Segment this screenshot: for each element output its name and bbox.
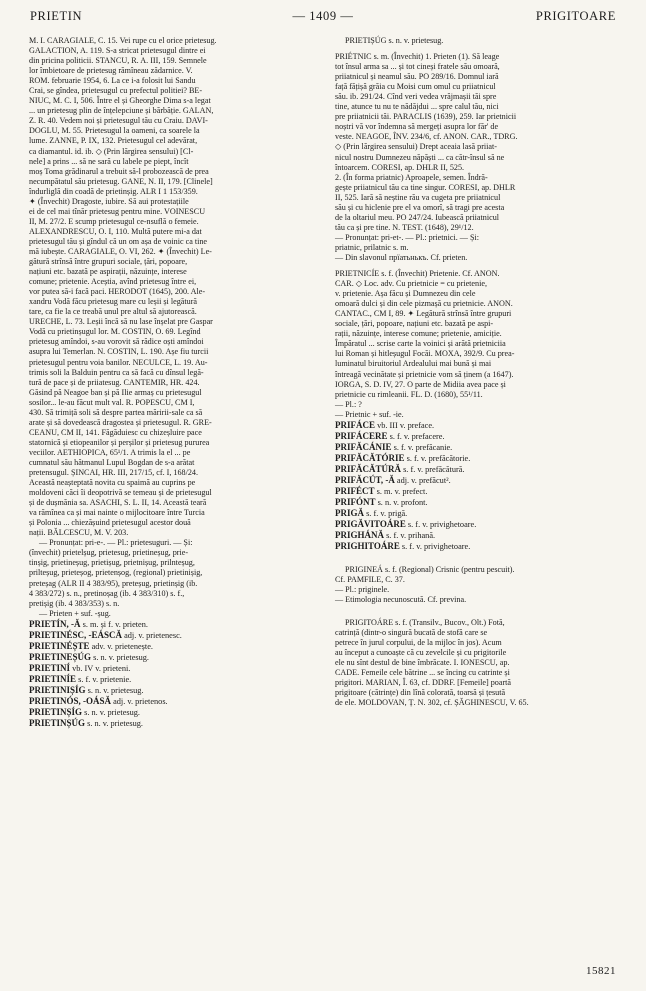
text-line: ele nu sînt destul de bine îmbrăcate. I. IONESCU, ap.	[335, 658, 510, 668]
headword-entry	[29, 630, 312, 641]
text-line: — Etimologia necunoscută. Cf. previnа.	[335, 594, 467, 604]
text-line: tinșig, prietineșug, prietișug, prietnișug, prilnteșug,	[29, 558, 195, 568]
headword: PRIETINÍ	[29, 662, 71, 673]
prietnic-entries	[335, 36, 623, 420]
page-header	[30, 9, 616, 29]
right-column	[335, 36, 623, 708]
text-line: CADE. Femeile cele bătrine ... se încing cu catrinte și	[335, 668, 510, 678]
text-line: prilteșug, prieteșog, prietenșog, (regional) prietinișig,	[29, 568, 203, 578]
headword-entry	[335, 475, 623, 486]
headword-definition: vb. IV v. prieteni.	[70, 663, 131, 673]
headword-entry	[29, 663, 312, 674]
headword-definition: s. n. v. prietesug.	[91, 652, 150, 662]
text-line: ◇ (Prin lărgirea sensului) Drept aceaia lasă priiat-	[335, 142, 497, 152]
text-line: ROM. februarie 1954, 6. La ce i-a folosit lui Sandu	[29, 76, 196, 86]
text-line: cumnatul său hătmanul Lupul Bogdan de s-a arătat	[29, 457, 195, 467]
headword-entry	[29, 641, 312, 652]
text-line: din pricina politicii. STANCU, R. A. III, 159. Semnele	[29, 56, 207, 66]
header-right-guideword: PRIGITOARE	[535, 9, 616, 23]
text-line: prietesug amîndoi, s-au vorovit să rădice oști amîndoi	[29, 337, 204, 347]
text-line: IORGA, S. D. IV, 27. O parte de Midiia avea pace și	[335, 379, 506, 389]
headword: PRIETINIȘÍG	[29, 684, 86, 695]
prietesug-entry-continuation	[29, 36, 312, 538]
text-line: vor putea să-i facă paci. HERODOT (1645), 200. Ale-	[29, 287, 206, 297]
headword-entry	[335, 486, 623, 497]
headword-entry	[335, 442, 623, 453]
text-line: — Pl.: ?	[335, 399, 362, 409]
headword: PRIETINÉSC, -EÁSCĂ	[29, 629, 123, 640]
text-line: asupra lui Temerlan. N. COSTIN, L. 190. Așe fiu turcii	[29, 347, 209, 357]
headword-entry	[29, 707, 312, 718]
text-line: tine, atunce tu nu te nădăjdui ... spre calul tău, nici	[335, 102, 499, 112]
headword-definition: adj. v. prietenos.	[111, 696, 168, 706]
headword-definition: s. f. v. prihană.	[384, 530, 436, 540]
text-line: nicul nostru Dumnezeu năpăști ... ca cătr-însul să ne	[335, 152, 505, 162]
headword-entry	[29, 685, 312, 696]
headword: PRIETINEȘÚG	[29, 651, 92, 662]
text-line: nele] a prins ... să ne sară cu labele pe piept, încît	[29, 156, 189, 166]
headword-definition: adv. v. prietenește.	[89, 641, 153, 651]
text-line: 430. Să trimiță soli să despre partea măririi-sale ca să	[29, 407, 203, 417]
text-line: Cf. PAMFILE, C. 37.	[335, 574, 405, 584]
text-line: moldoveni căci îi deopotrivă se temeau și de prietesugul	[29, 488, 212, 498]
text-line: veste. NEAGOE, ÎNV. 234/6, cf. ANON. CAR., TDRG.	[335, 132, 518, 142]
headword: PRIFĂCÚT, -Ă	[335, 474, 395, 485]
header-left-guideword: PRIETIN	[30, 9, 83, 23]
text-line: națiuni etc. bazată pe aspirații, năzuințe, interese	[29, 267, 187, 277]
headword: PRIFĂCÁNIE	[335, 441, 392, 452]
text-line: priatnic, prilatnic s. m.	[335, 242, 409, 252]
headword-entry	[335, 541, 623, 552]
headword: PRIETINÉȘTE	[29, 640, 90, 651]
text-line: Crai, se gîndea, prietesugul cu prefectul politiei? BE-	[29, 86, 203, 96]
text-line: PRIETIȘÚG s. n. v. prietesug.	[345, 36, 444, 45]
text-line: necumpătatul său prietesug. GANE, N. II, 179. [Clinele]	[29, 176, 213, 186]
headword-definition: vb. III v. preface.	[375, 420, 435, 430]
headword-entry	[335, 464, 623, 475]
text-line: omoară dulci și din cele pizmașă cu prietnicie. ANON.	[335, 299, 513, 309]
text-line: sociale, țări, popoare, națiuni etc. bazată pe aspi-	[335, 319, 494, 329]
page-footer-id: 15821	[586, 965, 616, 977]
text-line: întoarcem. CORESI, ap. DHLR II, 525.	[335, 162, 465, 172]
text-line: PRIGITOÁRE s. f. (Transilv., Bucov., Olt.) Fotă,	[345, 617, 505, 627]
right-short-entries	[335, 420, 623, 552]
text-line: și Polonia ... chiezășuind prietesugul acestor două	[29, 518, 191, 528]
text-line: 4 383/272) s. n., pretinoșag (ib. 4 383/310) s. f.,	[29, 588, 185, 598]
header-page-number: — 1409 —	[292, 9, 354, 23]
text-line: — Prietnic + suf. -ie.	[335, 409, 404, 419]
headword-entry	[335, 497, 623, 508]
text-line: tău ca și pre tine. N. TEST. (1648), 29¹/12.	[335, 222, 474, 232]
headword-definition: s. f. v. prigă.	[364, 508, 408, 518]
headword: PRIETÍN, -Ă	[29, 618, 81, 629]
headword: PRIETINÓS, -OÁSĂ	[29, 695, 112, 706]
text-line: moș Toma grădinarul a trebuit să-l probozească de prea	[29, 166, 209, 176]
text-line: tare, ca fie la ce treabă unul pre altul să ajutorească.	[29, 307, 197, 317]
headword-definition: s. f. v. privighetoare.	[405, 519, 477, 529]
text-line: prigitoare (cătrințe) din lînă colorată, toarsă și țesută	[335, 688, 506, 698]
text-line: M. I. CARAGIALE, C. 15. Vei rupe cu el orice prietesug.	[29, 36, 217, 45]
text-line: pre priiatnicii tăi. PARACLIS (1639), 259. Iar prietnicii	[335, 112, 517, 122]
headword: PRIFÁCE	[335, 419, 375, 430]
text-line: pretișig (ib. 4 383/353) s. n.	[29, 598, 120, 608]
text-line: prietesugul tău și gîndul că un om așa de voinic ca tine	[29, 236, 208, 246]
text-line: II, M. 27/2. E scump prietesugul ce-nsuflă o femeie.	[29, 216, 199, 226]
text-line: ... un prietesug plin de înțelepciune și bărbăție. GALAN,	[29, 106, 214, 116]
text-line: Găsind pă Neagoe ban și pă Ilie armaș cu prietesugul	[29, 387, 202, 397]
headword: PRIGHÁNĂ	[335, 529, 384, 540]
headword-definition: s. n. v. profont.	[375, 497, 428, 507]
text-line: — Din slavonul прïатьнькъ. Cf. prieten.	[335, 252, 468, 262]
text-line: său. ib. 291/24. Cînd veri vedea vrăjmașii tăi spre	[335, 92, 497, 102]
headword-entry	[29, 652, 312, 663]
text-line: — Pronunțat: pri-e-. — Pl.: prietesuguri. — Și:	[39, 538, 193, 548]
headword-entry	[29, 674, 312, 685]
text-line: arate și să dovedească dragostea și prietesugul. R. GRE-	[29, 417, 212, 427]
text-line: și de dușmănia sa. ASACHI, S. L. II, 14. Această teară	[29, 498, 207, 508]
headword-definition: s. n. v. prietesug.	[85, 685, 144, 695]
text-line: ✦ (Învechit) Dragoste, iubire. Să aui protestațiile	[29, 196, 189, 206]
text-line: față fățișă grăia cu Moisi cum omul cu priiatnicul	[335, 82, 496, 92]
headword-definition: s. f. v. prefacere.	[387, 431, 445, 441]
headword: PRIGHITOÁRE	[335, 540, 400, 551]
text-line: noștri vă vor îndemna să mergeți asupra lor făr' de	[335, 122, 499, 132]
text-line: de la oltariul meu. PO 247/24. Iubească priiatnicul	[335, 212, 500, 222]
headword: PRIETINȘÍG	[29, 706, 83, 717]
prietesug-etymology: — Prieten + suf. -șug.	[39, 608, 111, 618]
text-line: prietesugul pentru voia banilor. NECULCE, L. 19. Au-	[29, 357, 208, 367]
headword-entry	[29, 718, 312, 729]
headword-entry	[335, 519, 623, 530]
headword-definition: s. n. v. prietesug.	[82, 707, 141, 717]
headword-entry	[335, 431, 623, 442]
text-line: ALEXANDRESCU, O. I, 110. Multă putere mi-a dat	[29, 226, 202, 236]
text-line: prietnicie cu rimleanii. FL. D. (1680), 55¹/11.	[335, 389, 483, 399]
text-line: ei de cel mai tînăr prietesug pentru mine. VOINESCU	[29, 206, 206, 216]
headword-definition: s. f. v. privighetoare.	[399, 541, 471, 551]
text-line: lume. ZANNE, P. IX, 132. Prietesugul cel adevărat,	[29, 136, 198, 146]
text-line: veciilor. AETHIOPICA, 65¹/1. A trimis la el ... pe	[29, 447, 191, 457]
left-column	[29, 36, 312, 729]
text-line: NIUC, M. C. I, 506. Între el și Gheorghe Dima s-a legat	[29, 96, 211, 106]
text-line: mă iubește. CARAGIALE, O. VI, 262. ✦ (Învechit) Le-	[29, 246, 212, 256]
headword-definition: s. m. v. prefect.	[374, 486, 428, 496]
text-line: catrință (dintr-o singură bucată de stofă care se	[335, 627, 488, 637]
text-line: rații, năzuințe, interese comune; prietenie, amiciție.	[335, 329, 502, 339]
text-line: comune; prietenie. Aceștia, avînd prietesug între ei,	[29, 277, 197, 287]
text-line: gătură strînsă între grupuri sociale, țări, popoare,	[29, 257, 188, 267]
headword-definition: s. f. v. prefăcanie.	[391, 442, 453, 452]
text-line: CANTAC., CM I, 89. ✦ Legătură strînsă între grupuri	[335, 309, 512, 319]
text-line: lui Roman și hitleșugul Focăi. MOXA, 392/9. Cu prea-	[335, 349, 515, 359]
headword-definition: adj. v. prefăcut².	[394, 475, 451, 485]
text-line: CAR. ◇ Loc. adv. Cu prietnicie = cu prietenie,	[335, 279, 487, 289]
text-line: (învechit) prietelșug, prietesug, prietineșug, prie-	[29, 548, 189, 558]
text-line: — Pl.: priginele.	[335, 584, 390, 594]
text-line: au început a cunoaște că cu zevelcile și cu prigitorile	[335, 648, 507, 658]
text-line: de ele. MOLDOVAN, Ț. N. 302, cf. ȘĂGHINESCU, V. 65.	[335, 698, 529, 708]
text-line: PRIÉTNIC s. m. (Învechit) 1. Prieten (1). Să leage	[335, 52, 500, 62]
prigineа-entry	[335, 565, 623, 605]
text-line: prigitori. MARIAN, Î. 63, cf. DDRF. [Femeile] poartă	[335, 678, 512, 688]
text-line: priiatnicul și neamul său. PO 289/16. Domnul iară	[335, 72, 499, 82]
text-line: xandru Vodă făcu prietesug mare cu leșii și legătură	[29, 297, 198, 307]
text-line: său și cu hiclenie pre el va omorî, să tragi pre acesta	[335, 202, 505, 212]
headword-definition: s. n. v. prietesug.	[85, 718, 144, 728]
text-line: nații. BĂLCESCU, M. V. 203.	[29, 528, 129, 538]
headword: PRIGĂVITOÁRE	[335, 518, 406, 529]
text-line: lor îmbietoare de prietesug rămîneau zădarnice. V.	[29, 66, 193, 76]
prigitoare-entry	[335, 618, 623, 708]
text-line: PRIGINEÁ s. f. (Regional) Crisnic (pentru pescuit).	[345, 564, 515, 574]
headword-entry	[335, 453, 623, 464]
text-line: — Pronunțat: pri-et-. — Pl.: prietnici. — Și:	[335, 232, 479, 242]
headword-definition: s. f. v. prietenie.	[76, 674, 132, 684]
headword-entry	[335, 530, 623, 541]
headword: PRIGĂ	[335, 507, 364, 518]
text-line: preteșag (ALR II 4 383/95), preteșug, prietinșig (ib.	[29, 578, 198, 588]
text-line: Vodă cu prietinșugul lor. M. COSTIN, O. 69. Legînd	[29, 327, 201, 337]
text-line: DOGLU, M. 55. Prietesugul la oameni, ca soarele la	[29, 126, 200, 136]
text-line: trimis soli la Balduin pentru ca să facă cu dînsul legă-	[29, 367, 204, 377]
text-line: pretensugul. ȘINCAI, HR. III, 217/15, cf. I, 168/24.	[29, 468, 199, 478]
text-line: luminatul biruitoriul Ardealului mai bună și mai	[335, 359, 492, 369]
text-line: petrece în jurul corpului, de la mijloc în jos). Acum	[335, 638, 502, 648]
headword: PRIFÉCT	[335, 485, 375, 496]
headword: PRIFĂCĂTÓRIE	[335, 452, 405, 463]
headword-entry	[335, 420, 623, 431]
headword-definition: s. f. v. prefăcătură.	[401, 464, 465, 474]
text-line: va rămînea ca și mai nainte o mijlocitoare între Turcia	[29, 508, 205, 518]
text-line: sosilor... le-au făcut mult val. R. POPESCU, CM I,	[29, 397, 195, 407]
headword-entry	[29, 619, 312, 630]
headword-definition: s. f. v. prefăcătorie.	[404, 453, 471, 463]
text-line: CEANU, CM II, 141. Făgăduiesc cu chizeșluire pace	[29, 427, 202, 437]
text-line: Această neașteptată novita cu spaimă au cuprins pe	[29, 478, 196, 488]
prietesug-entry-forms	[29, 538, 312, 608]
headword-definition: s. m. și f. v. prieten.	[80, 619, 148, 629]
text-line: gește priiatnicul tău ca tine singur. CORESI, ap. DHLR	[335, 182, 516, 192]
headword-definition: adj. v. prietenesc.	[122, 630, 182, 640]
text-line: Z. R. 40. Vedem noi și prietesugul tău cu Craiu. DAVI-	[29, 116, 208, 126]
headword: PRIFĂCĂTÚRĂ	[335, 463, 401, 474]
text-line: II, 525. Iară să neștine rău va cugeta pre priiatnicul	[335, 192, 501, 202]
text-line: URECHE, L. 73. Leșii încă să nu lase înșelat pre Gaspar	[29, 317, 213, 327]
headword: PRIFÁCERE	[335, 430, 388, 441]
text-line: v. prietenie. Așa făcu și Dumnezeu din cele	[335, 289, 476, 299]
headword-entry	[29, 696, 312, 707]
text-line: statornică și etiopeanilor și perșilor și prietesug purureа	[29, 437, 210, 447]
left-short-entries	[29, 619, 312, 729]
text-line: ca diamantul. id. ib. ◇ (Prin lărgirea sensului) [Cl-	[29, 146, 194, 156]
headword: PRIETINÍE	[29, 673, 77, 684]
text-line: tot însul arma sa ... și tot cineși fratele său omoară,	[335, 62, 500, 72]
text-line: PRIETNICÍE s. f. (Învechit) Prietenie. Cf. ANON.	[335, 269, 500, 279]
headword-entry	[335, 508, 623, 519]
headword: PRIFÓNT	[335, 496, 376, 507]
text-line: tură de pace și de priiatesug. CANTEMIR, HR. 424.	[29, 377, 200, 387]
text-line: întreagă vecinătate și prietnicie vom să ținem (a 1647).	[335, 369, 514, 379]
text-line: îndurliglă din coadă de prietinșig. ALR I 1 153/359.	[29, 186, 198, 196]
text-line: GALACTION, A. 119. S-a stricat prietesugul dintre ei	[29, 46, 206, 56]
text-line: 2. (În forma priatnic) Aproapele, semen. Îndră-	[335, 172, 488, 182]
text-line: Împăratul ... scrise carte la voinici și arătă prietniciia	[335, 339, 506, 349]
headword: PRIETINȘÚG	[29, 717, 86, 728]
